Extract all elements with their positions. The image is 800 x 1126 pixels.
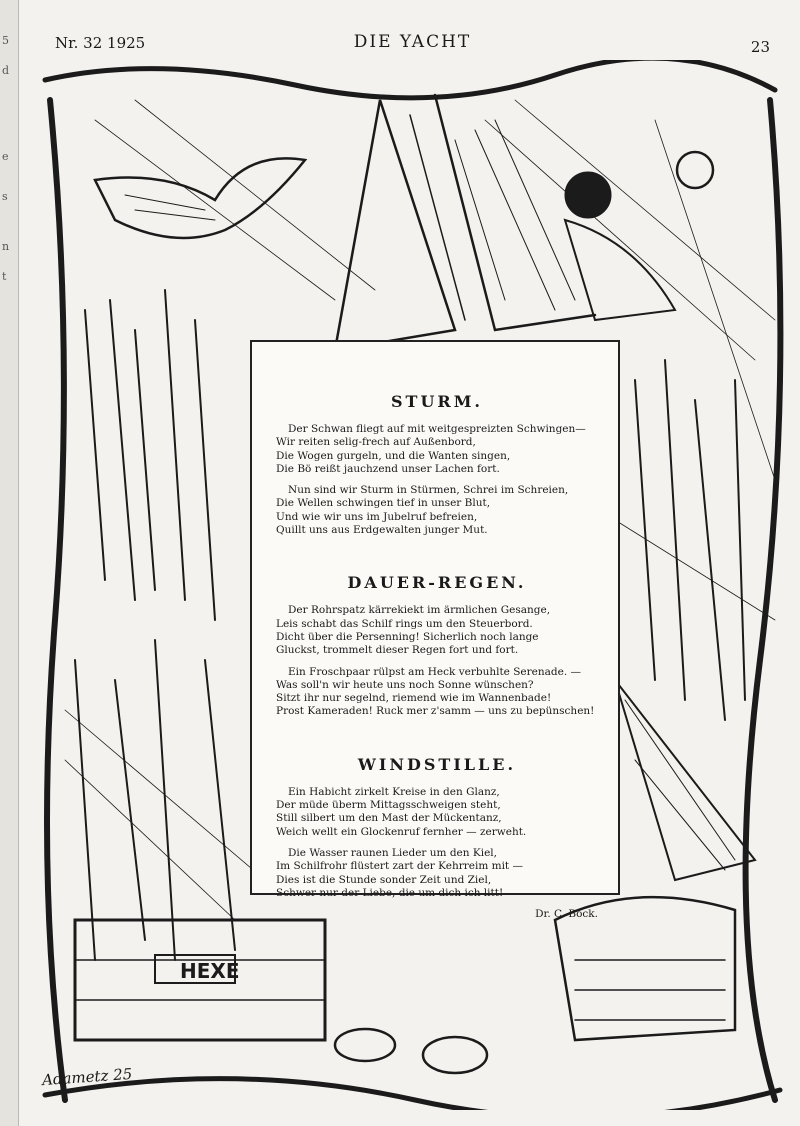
poem-title: STURM.: [391, 392, 483, 411]
stanza: [276, 484, 598, 537]
verse-line: Der Schwan fliegt auf mit weitgespreizten Schwingen—: [288, 423, 586, 435]
verse-line: Leis schabt das Schilf rings um den Steuerbord.: [276, 617, 533, 630]
gutter-mark: e: [2, 150, 9, 163]
verse-line: Ein Froschpaar rülpst am Heck verbuhlte Serenade. —: [288, 665, 582, 678]
author-credit: Dr. C. Bock.: [535, 908, 598, 921]
poem-title: DAUER-REGEN.: [347, 573, 527, 593]
stanza: [276, 847, 598, 900]
verse-line: Was soll'n wir heute uns noch Sonne wünschen?: [276, 678, 534, 691]
artist-signature: Adametz 25: [41, 1064, 133, 1090]
verse-line: Ein Habicht zirkelt Kreise in den Glanz,: [288, 785, 500, 798]
page-header: [55, 30, 770, 54]
poem-dauer-regen: [276, 573, 598, 718]
verse-line: Dicht über die Persenning! Sicherlich noch lange: [276, 630, 539, 643]
verse-line: Die Bö reißt jauchzend unser Lachen fort.: [276, 462, 500, 475]
verse-line: Dies ist die Stunde sonder Zeit und Ziel,: [276, 873, 492, 886]
verse-line: Die Wasser raunen Lieder um den Kiel,: [288, 846, 497, 859]
poem-sturm: [276, 392, 598, 537]
gutter-mark: n: [2, 240, 10, 253]
gutter-mark: 5: [2, 34, 9, 47]
verse-line: Schwer nur der Liebe, die um dich ich litt!: [276, 886, 504, 899]
issue-number: Nr. 32 1925: [55, 34, 146, 52]
stanza: [276, 604, 598, 657]
gutter-mark: t: [2, 270, 7, 283]
boat-name-label: HEXE: [180, 959, 240, 983]
verse-line: Im Schilfrohr flüstert zart der Kehrreim mit —: [276, 860, 523, 873]
verse-line: Und wie wir uns im Jubelruf befreien,: [276, 510, 478, 523]
poem-title: WINDSTILLE.: [357, 754, 517, 774]
verse-line: Prost Kameraden! Ruck mer z'samm — uns zu bepünschen!: [276, 705, 595, 718]
verse-line: Still silbert um den Mast der Mückentanz,: [276, 812, 502, 825]
stanza: [276, 423, 598, 476]
verse-line: Weich wellt ein Glockenruf fernher — zerweht.: [276, 825, 527, 838]
stanza: [276, 786, 598, 839]
verse-line: Der müde überm Mittagsschweigen steht,: [276, 799, 501, 812]
verse-line: Der Rohrspatz kärrekiekt im ärmlichen Gesange,: [288, 604, 551, 617]
gutter-mark: d: [2, 64, 10, 77]
poem-windstille: [276, 755, 598, 920]
verse-line: Sitzt ihr nur segelnd, riemend wie im Wannenbade!: [276, 692, 552, 705]
gutter-mark: s: [2, 190, 8, 203]
binding-gutter: [0, 0, 19, 1126]
poem-panel: [250, 340, 620, 921]
verse-line: Quillt uns aus Erdgewalten junger Mut.: [276, 524, 488, 537]
page-number: 23: [750, 38, 770, 56]
journal-title: DIE YACHT: [353, 32, 472, 52]
verse-line: Gluckst, trommelt dieser Regen fort und fort.: [276, 644, 519, 657]
verse-line: Die Wogen gurgeln, und die Wanten singen,: [276, 449, 511, 462]
verse-line: Die Wellen schwingen tief in unser Blut,: [276, 497, 491, 510]
verse-line: Nun sind wir Sturm in Stürmen, Schrei im Schreien,: [288, 484, 569, 497]
stanza: [276, 666, 598, 719]
verse-line: Wir reiten selig-frech auf Außenbord,: [276, 436, 476, 449]
